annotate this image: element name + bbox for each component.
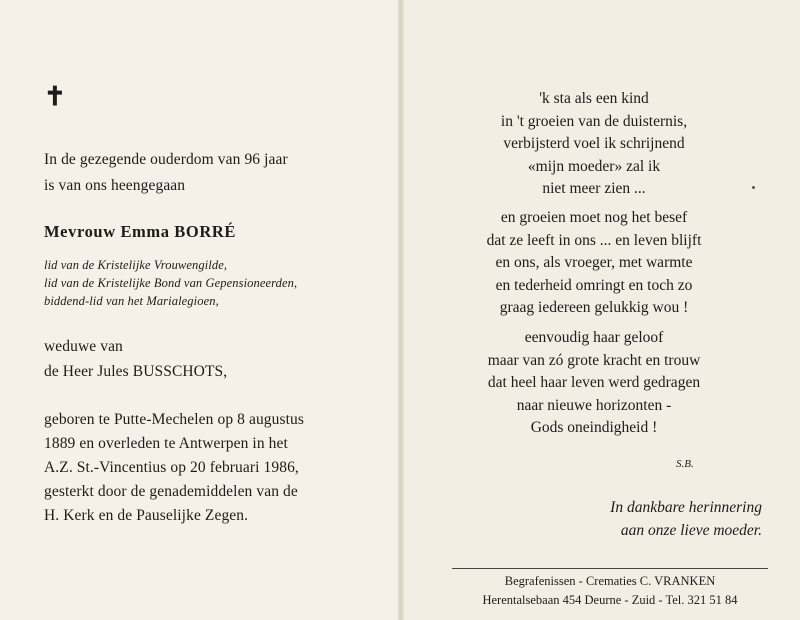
biography-line-5: H. Kerk en de Pauselijke Zegen. [44,507,249,524]
poem-stanza-1 [404,88,784,201]
poem-line: maar van zó grote kracht en trouw [487,351,701,369]
intro-line-2: is van ons heengegaan [44,177,186,194]
poem-line: niet meer zien ... [542,180,646,197]
biography-line-2: 1889 en overleden te Antwerpen in het [44,435,288,452]
deceased-name: Mevrouw Emma BORRÉ [44,222,236,241]
poem-line: verbijsterd voel ik schrijnend [503,135,685,152]
cross-icon: ✝ [44,82,66,111]
poem-line: en ons, als vroeger, met warmte [495,254,693,271]
poem-line: 'k sta als een kind [539,90,649,107]
membership-line-2: lid van de Kristelijke Bond van Gepensioneerden, [44,276,298,290]
undertaker-line-2: Herentalsebaan 454 Deurne - Zuid - Tel. 321 51 84 [482,593,738,607]
widow-label: weduwe van [44,338,123,355]
poem-stanza-3 [404,327,784,440]
remembrance-line-2: aan onze lieve moeder. [620,522,762,539]
remembrance-line-1: In dankbare herinnering [610,499,762,516]
poem-line: en tederheid omringt en toch zo [495,276,693,294]
poem-line: in 't groeien van de duisternis, [500,112,688,130]
biography-line-4: gesterkt door de genademiddelen van de [44,483,298,500]
poem-line: eenvoudig haar geloof [524,329,664,346]
membership-line-1: lid van de Kristelijke Vrouwengilde, [44,258,228,272]
poem-line: Gods oneindigheid ! [530,419,658,436]
poem-signature: S.B. [676,458,694,470]
biography-line-1: geboren te Putte-Mechelen op 8 augustus [44,411,305,428]
poem-line: dat heel haar leven werd gedragen [487,374,701,391]
poem-stanza-2 [404,207,784,320]
poem-line: en groeien moet nog het besef [500,209,688,226]
husband-name: de Heer Jules BUSSCHOTS, [44,363,228,380]
paper-speck [752,186,755,189]
biography-line-3: A.Z. St.-Vincentius op 20 februari 1986, [44,459,299,476]
poem-line: «mijn moeder» zal ik [527,157,661,175]
undertaker-line-1: Begrafenissen - Crematies C. VRANKEN [504,574,716,588]
poem-line: graag iedereen gelukkig wou ! [499,299,689,316]
intro-line-1: In de gezegende ouderdom van 96 jaar [44,151,288,168]
poem-line: dat ze leeft in ons ... en leven blijft [486,231,702,249]
membership-line-3: biddend-lid van het Marialegioen, [44,294,219,308]
footer-divider [452,568,768,569]
poem-line: naar nieuwe horizonten - [516,396,672,414]
remembrance-text [540,496,762,542]
